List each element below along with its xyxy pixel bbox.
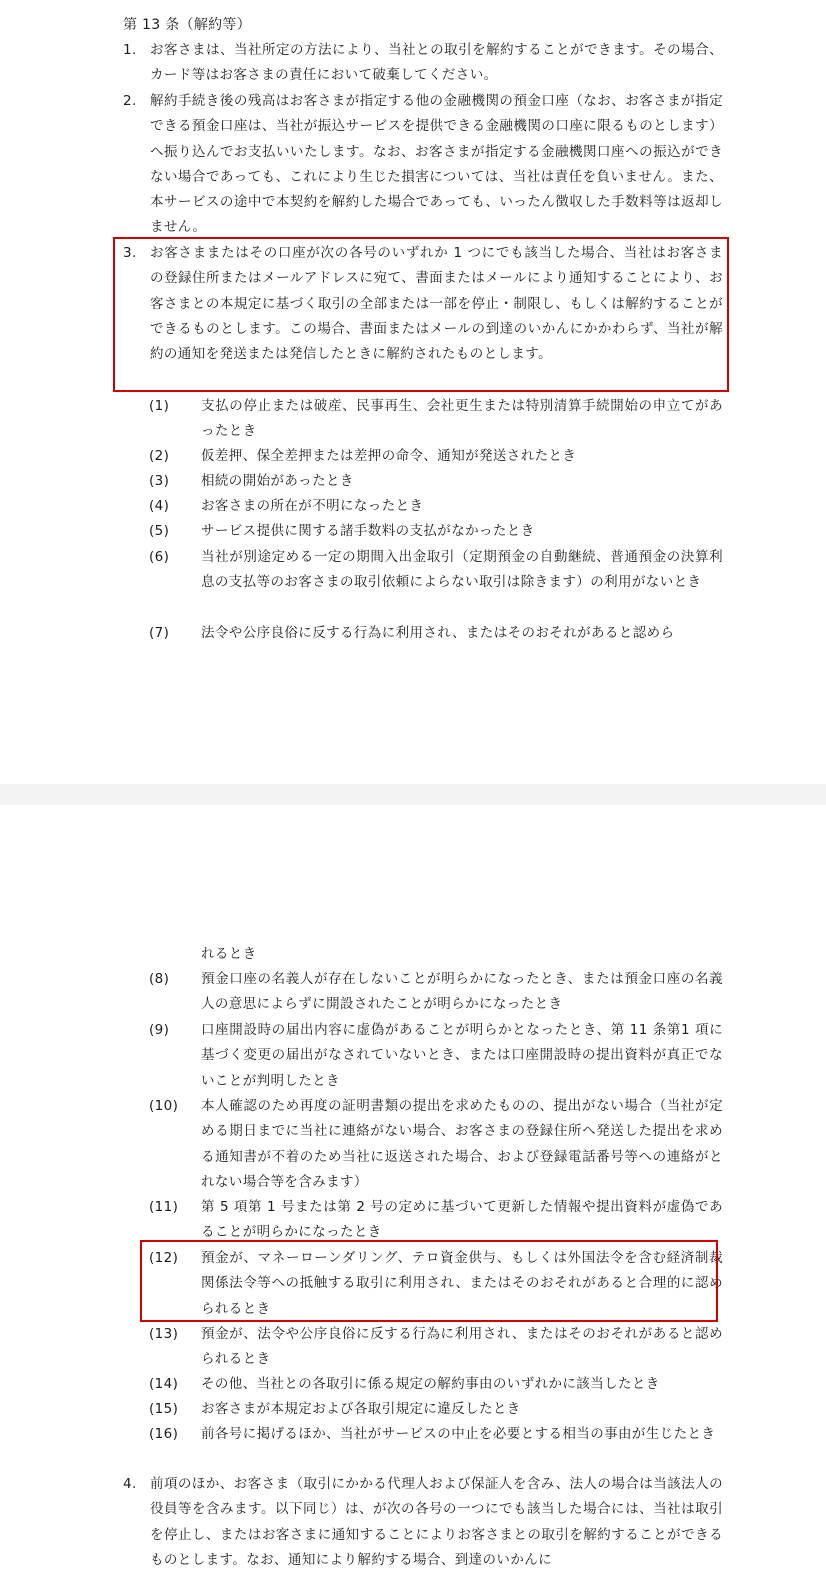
list-item	[149, 1422, 723, 1447]
article-title: 第 13 条（解約等）	[123, 17, 252, 33]
clause-4	[123, 1472, 723, 1573]
clause-text: 解約手続き後の残高はお客さまが指定する他の金融機関の預金口座（なお、お客さまが指定できる預金口座は、当社が振込サービスを提供できる金融機関の口座に限るものとします）へ振り込んでお支払いいたします。なお、お客さまが指定する金融機関口座への振込ができない場合であっても、これにより生じた損害については、当社は責任を負いません。また、本サービスの途中で本契約を解約した場合であっても、いったん徴収した手数料等は返却しません。	[150, 93, 723, 236]
list-item	[149, 1397, 723, 1422]
list-item	[149, 394, 723, 445]
document-page-1	[0, 0, 826, 784]
item-number: (12)	[149, 1250, 179, 1266]
clause-text: お客さまは、当社所定の方法により、当社との取引を解約することができます。その場合、カード等はお客さまの責任において破棄してください。	[150, 42, 723, 84]
clause-number: 1.	[123, 42, 137, 58]
list-item	[149, 494, 723, 519]
item-text: 口座開設時の届出内容に虚偽があることが明らかとなったとき、第 11 条第1 項に基づく変更の届出がなされていないとき、または口座開設時の提出資料が真正でないことが判明したとき	[201, 1022, 723, 1089]
list-item	[149, 621, 723, 646]
document-page-2	[0, 805, 826, 1584]
clause-1	[123, 38, 723, 89]
clause-number: 4.	[123, 1476, 137, 1492]
clause-text: 前項のほか、お客さま（取引にかかる代理人および保証人を含み、法人の場合は当該法人の役員等を含みます。以下同じ）は、が次の各号の一つにでも該当した場合には、当社は取引を停止し、またはお客さまに通知することによりお客さまとの取引を解約することができるものとします。なお、通知により解約する場合、到達のいかんに	[150, 1476, 723, 1568]
item-text: 相続の開始があったとき	[201, 473, 354, 489]
item-text: 法令や公序良俗に反する行為に利用され、またはそのおそれがあると認めら	[201, 625, 675, 641]
list-item	[149, 967, 723, 1018]
item-number: (7)	[149, 625, 170, 641]
item-number: (15)	[149, 1401, 179, 1417]
item-number: (5)	[149, 523, 170, 539]
item-text: 前各号に掲げるほか、当社がサービスの中止を必要とする相当の事由が生じたとき	[201, 1426, 716, 1442]
list-item	[149, 519, 723, 544]
item-text: 当社が別途定める一定の期間入出金取引（定期預金の自動継続、普通預金の決算利息の支払等のお客さまの取引依頼によらない取引は除きます）の利用がないとき	[201, 549, 723, 591]
item-number: (2)	[149, 448, 170, 464]
list-item	[149, 444, 723, 469]
item-number: (16)	[149, 1426, 179, 1442]
item-number: (3)	[149, 473, 170, 489]
list-item	[149, 469, 723, 494]
item-number: (1)	[149, 398, 170, 414]
list-item	[149, 1018, 723, 1094]
item-text: 支払の停止または破産、民事再生、会社更生または特別清算手続開始の申立てがあったとき	[201, 398, 723, 440]
item-number: (4)	[149, 498, 170, 514]
list-item	[149, 1322, 723, 1373]
clause-number: 2.	[123, 93, 137, 109]
list-item	[149, 1094, 723, 1195]
item-continuation	[149, 942, 723, 967]
item-12-highlight-box	[140, 1240, 718, 1322]
list-item	[149, 545, 723, 596]
clause-number: 3.	[123, 245, 137, 261]
item-number: (14)	[149, 1376, 179, 1392]
item-text: 本人確認のため再度の証明書類の提出を求めたものの、提出がない場合（当社が定める期日までに当社に連絡がない場合、お客さまの登録住所へ発送した提出を求める通知書が不着のため当社に返送された場合、および登録電話番号等への連絡がとれない場合等を含みます）	[201, 1098, 723, 1190]
item-text: 預金口座の名義人が存在しないことが明らかになったとき、または預金口座の名義人の意思によらずに開設されたことが明らかになったとき	[201, 971, 723, 1013]
list-item	[149, 1195, 723, 1246]
item-text: 第 5 項第 1 号または第 2 号の定めに基づいて更新した情報や提出資料が虚偽であることが明らかになったとき	[201, 1199, 723, 1241]
item-text: 預金が、法令や公序良俗に反する行為に利用され、またはそのおそれがあると認められるとき	[201, 1326, 723, 1368]
item-text: お客さまが本規定および各取引規定に違反したとき	[201, 1401, 521, 1417]
item-text: 仮差押、保全差押または差押の命令、通知が発送されたとき	[201, 448, 577, 464]
item-number: (10)	[149, 1098, 179, 1114]
item-number: (9)	[149, 1022, 170, 1038]
item-text: サービス提供に関する諸手数料の支払がなかったとき	[201, 523, 535, 539]
item-number: (6)	[149, 549, 170, 565]
item-text: その他、当社との各取引に係る規定の解約事由のいずれかに該当したとき	[201, 1376, 660, 1392]
clause-text: お客さままたはその口座が次の各号のいずれか 1 つにでも該当した場合、当社はお客さまの登録住所またはメールアドレスに宛て、書面またはメールにより通知することにより、お客さまとの本規定に基づく取引の全部または一部を停止・制限し、もしくは解約することができるものとします。この場合、書面またはメールの到達のいかんにかかわらず、当社が解約の通知を発送または発信したときに解約されたものとします。	[150, 245, 723, 363]
clause-2	[123, 89, 723, 241]
item-number: (11)	[149, 1199, 179, 1215]
item-text: お客さまの所在が不明になったとき	[201, 498, 424, 514]
clause-3-highlight-box	[113, 237, 729, 392]
list-item	[149, 1372, 723, 1397]
item-number: (8)	[149, 971, 170, 987]
item-number: (13)	[149, 1326, 179, 1342]
item-text: れるとき	[201, 946, 257, 962]
item-text: 預金が、マネーローンダリング、テロ資金供与、もしくは外国法令を含む経済制裁関係法令等への抵触する取引に利用され、またはそのおそれがあると合理的に認められるとき	[201, 1250, 723, 1317]
